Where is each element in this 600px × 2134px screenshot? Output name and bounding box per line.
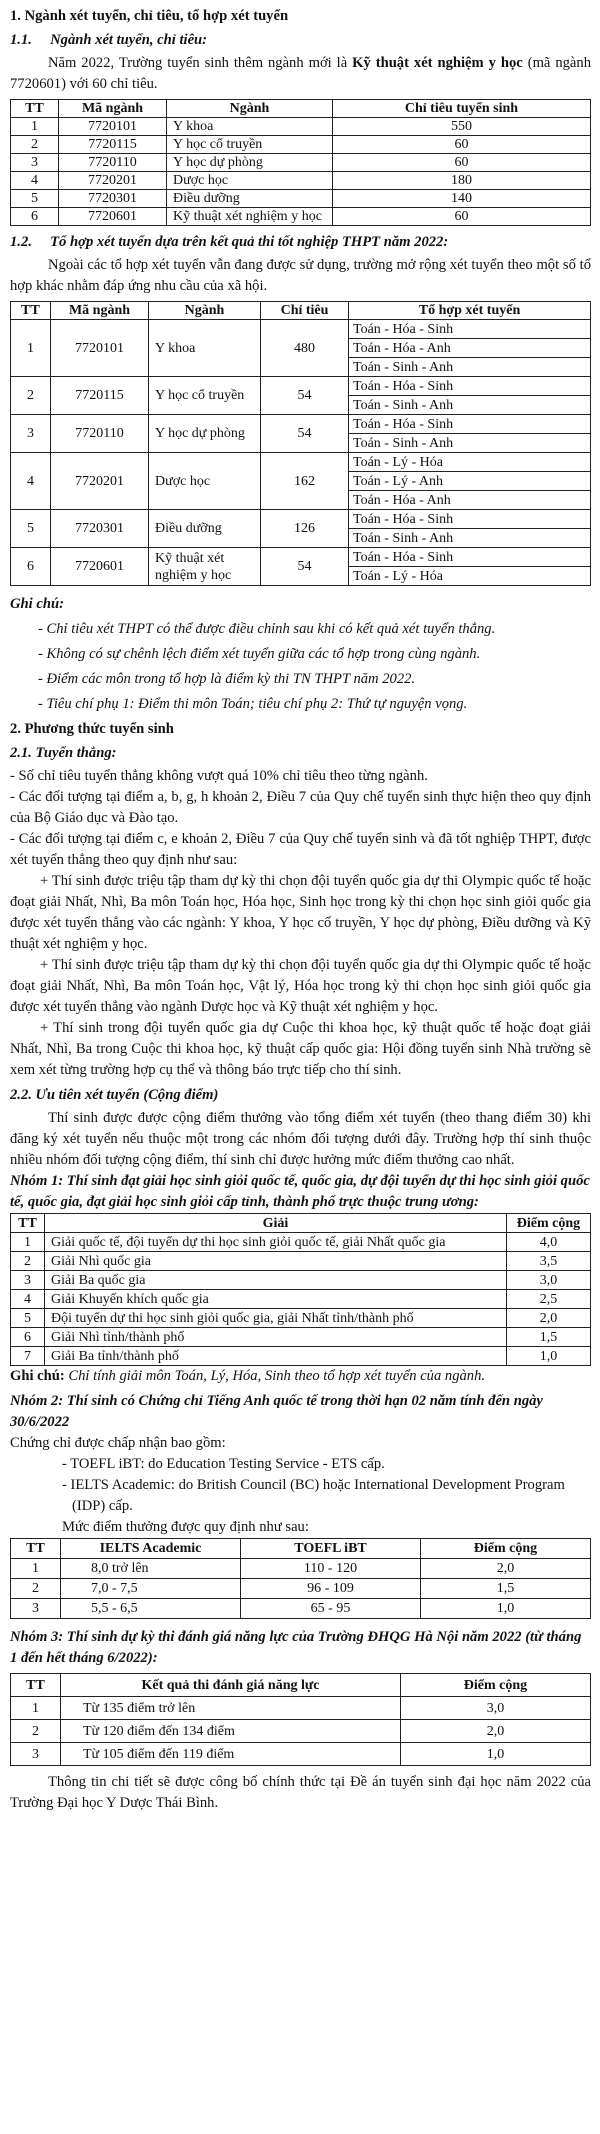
cell: Dược học bbox=[167, 172, 333, 190]
cell: 2,0 bbox=[507, 1309, 591, 1328]
cell: Điều dưỡng bbox=[167, 190, 333, 208]
group-cell: Toán - Sinh - Anh bbox=[349, 396, 591, 415]
table-row bbox=[11, 1743, 591, 1766]
col-header: Chỉ tiêu bbox=[261, 302, 349, 320]
col-header: Kết quả thi đánh giá năng lực bbox=[61, 1674, 401, 1697]
table-row bbox=[11, 1559, 591, 1579]
cell: 3,0 bbox=[401, 1697, 591, 1720]
cell: 180 bbox=[333, 172, 591, 190]
group-cell: Toán - Hóa - Anh bbox=[349, 491, 591, 510]
cell: 5 bbox=[11, 510, 51, 548]
quota-table bbox=[10, 99, 591, 226]
cell: 1,0 bbox=[401, 1743, 591, 1766]
col-header: TT bbox=[11, 100, 59, 118]
cell: 4,0 bbox=[507, 1233, 591, 1252]
col-header: TT bbox=[11, 1674, 61, 1697]
section-1-title: 1. Ngành xét tuyển, chỉ tiêu, tổ hợp xét tuyển bbox=[10, 8, 289, 24]
cell: Y học dự phòng bbox=[167, 154, 333, 172]
cell: 480 bbox=[261, 320, 349, 377]
cell: 110 - 120 bbox=[241, 1559, 421, 1579]
table-row bbox=[11, 154, 591, 172]
group-cell: Toán - Sinh - Anh bbox=[349, 529, 591, 548]
cell: Từ 105 điểm đến 119 điểm bbox=[61, 1743, 401, 1766]
table-row bbox=[11, 190, 591, 208]
cell: 5,5 - 6,5 bbox=[61, 1599, 241, 1619]
cell: 2 bbox=[11, 1579, 61, 1599]
group-cell: Toán - Hóa - Anh bbox=[349, 339, 591, 358]
paragraph: - Số chỉ tiêu tuyển thẳng không vượt quá 10% chỉ tiêu theo từng ngành. bbox=[10, 768, 428, 784]
paragraph: Thí sinh được được cộng điểm thưởng vào tổng điểm xét tuyển (theo thang điểm 30) khi đăng ký xét tuyển nếu thuộc một trong các nhóm đối tượng dưới đây. Trường hợp thí sinh thuộc nhiều nhóm đối tượng cộng điểm, thí sinh chỉ được hưởng mức điểm thưởng cao nhất. bbox=[10, 1110, 591, 1168]
cell: 7720601 bbox=[59, 208, 167, 226]
table-row bbox=[11, 1579, 591, 1599]
section-1-1-title: 1.1. Ngành xét tuyển, chỉ tiêu: bbox=[10, 32, 208, 48]
cell: 126 bbox=[261, 510, 349, 548]
cell: Từ 120 điểm đến 134 điểm bbox=[61, 1720, 401, 1743]
cell: 3,0 bbox=[507, 1271, 591, 1290]
table-header-row bbox=[11, 1539, 591, 1559]
cert-item: - TOEFL iBT: do Education Testing Service - ETS cấp. bbox=[62, 1456, 385, 1472]
col-header: TT bbox=[11, 302, 51, 320]
section-1-2-text: Ngoài các tổ hợp xét tuyển vẫn đang được sử dụng, trường mở rộng xét tuyển theo một số tổ hợp khác nhằm đáp ứng nhu cầu của xã hội. bbox=[10, 257, 591, 294]
group-cell: Toán - Hóa - Sinh bbox=[349, 415, 591, 434]
table-row bbox=[11, 208, 591, 226]
section-2-title: 2. Phương thức tuyển sinh bbox=[10, 721, 174, 737]
group-cell: Toán - Hóa - Sinh bbox=[349, 548, 591, 567]
cell: Giải Nhì tỉnh/thành phố bbox=[45, 1328, 507, 1347]
group-1-title: Nhóm 1: Thí sinh đạt giải học sinh giỏi quốc tế, quốc gia, dự đội tuyển dự thi học sinh giỏi quốc tế, quốc gia, đạt giải học sinh giỏi cấp tỉnh, thành phố trực thuộc trung ương: bbox=[10, 1173, 590, 1210]
cell: 60 bbox=[333, 208, 591, 226]
cell: 1,0 bbox=[507, 1347, 591, 1366]
cell: 2 bbox=[11, 136, 59, 154]
text-part: Năm 2022, Trường tuyển sinh thêm ngành mới là bbox=[48, 55, 353, 71]
cell: 2,0 bbox=[421, 1559, 591, 1579]
table-row bbox=[11, 1271, 591, 1290]
cell: Giải Ba quốc gia bbox=[45, 1271, 507, 1290]
group-cell: Toán - Hóa - Sinh bbox=[349, 510, 591, 529]
table-row bbox=[11, 415, 591, 434]
col-header: IELTS Academic bbox=[61, 1539, 241, 1559]
table-row bbox=[11, 1697, 591, 1720]
cell: 6 bbox=[11, 208, 59, 226]
note-item: - Chỉ tiêu xét THPT có thể được điều chỉnh sau khi có kết quả xét tuyển thẳng. bbox=[38, 621, 496, 637]
table-row bbox=[11, 1252, 591, 1271]
note-text: Chỉ tính giải môn Toán, Lý, Hóa, Sinh theo tổ hợp xét tuyển của ngành. bbox=[68, 1368, 486, 1384]
english-bonus-table bbox=[10, 1538, 591, 1619]
cell: 7720201 bbox=[51, 453, 149, 510]
cell: 7720301 bbox=[59, 190, 167, 208]
col-header: Giải bbox=[45, 1214, 507, 1233]
cert-item: - IELTS Academic: do British Council (BC) hoặc International Development Program (IDP) cấp. bbox=[62, 1477, 565, 1514]
section-1-2-title: 1.2. Tổ hợp xét tuyển dựa trên kết quả thi tốt nghiệp THPT năm 2022: bbox=[10, 234, 449, 250]
col-header: TT bbox=[11, 1539, 61, 1559]
group-cell: Toán - Lý - Hóa bbox=[349, 453, 591, 472]
cell: 3 bbox=[11, 1271, 45, 1290]
cell: Y học cổ truyền bbox=[167, 136, 333, 154]
cell: Giải quốc tế, đội tuyển dự thi học sinh giỏi quốc tế, giải Nhất quốc gia bbox=[45, 1233, 507, 1252]
cell: 2,0 bbox=[401, 1720, 591, 1743]
note-item: - Tiêu chí phụ 1: Điểm thi môn Toán; tiêu chí phụ 2: Thứ tự nguyện vọng. bbox=[38, 696, 468, 712]
col-header: TT bbox=[11, 1214, 45, 1233]
table-row bbox=[11, 1233, 591, 1252]
cell: 5 bbox=[11, 1309, 45, 1328]
cell: 1 bbox=[11, 320, 51, 377]
table-row bbox=[11, 1328, 591, 1347]
text-part: (mã ngành 7720601) với 60 chỉ tiêu. bbox=[10, 55, 591, 92]
cell: 1 bbox=[11, 1559, 61, 1579]
cell: Kỹ thuật xét nghiệm y học bbox=[167, 208, 333, 226]
cell: 2 bbox=[11, 1720, 61, 1743]
table-row bbox=[11, 453, 591, 472]
paragraph: Mức điểm thưởng được quy định như sau: bbox=[62, 1519, 309, 1535]
cell: 54 bbox=[261, 548, 349, 586]
col-header: Mã ngành bbox=[59, 100, 167, 118]
cell: 2,5 bbox=[507, 1290, 591, 1309]
paragraph: - Các đối tượng tại điểm c, e khoản 2, Điều 7 của Quy chế tuyển sinh và đã tốt nghiệp THPT, được xét tuyển thẳng theo quy định như sau: bbox=[10, 831, 591, 868]
cell: Điều dưỡng bbox=[149, 510, 261, 548]
new-major-name: Kỹ thuật xét nghiệm y học bbox=[352, 55, 523, 71]
table-row bbox=[11, 320, 591, 339]
cell: 3,5 bbox=[507, 1252, 591, 1271]
cell: 1 bbox=[11, 1233, 45, 1252]
assessment-bonus-table bbox=[10, 1673, 591, 1766]
final-paragraph: Thông tin chi tiết sẽ được công bố chính thức tại Đề án tuyển sinh đại học năm 2022 của Trường Đại học Y Dược Thái Bình. bbox=[10, 1774, 591, 1811]
cell: 7720110 bbox=[59, 154, 167, 172]
table-row bbox=[11, 548, 591, 567]
section-1-1-text bbox=[10, 53, 591, 95]
cell: 7,0 - 7,5 bbox=[61, 1579, 241, 1599]
cell: 3 bbox=[11, 1743, 61, 1766]
cell: Giải Ba tỉnh/thành phố bbox=[45, 1347, 507, 1366]
cell: 4 bbox=[11, 453, 51, 510]
table-row bbox=[11, 1309, 591, 1328]
col-header: Điểm cộng bbox=[401, 1674, 591, 1697]
note-title: Ghi chú: bbox=[10, 596, 64, 612]
table-header-row bbox=[11, 302, 591, 320]
cell: Kỹ thuật xét nghiệm y học bbox=[149, 548, 261, 586]
col-header: Ngành bbox=[149, 302, 261, 320]
cell: Đội tuyển dự thi học sinh giỏi quốc gia, giải Nhất tỉnh/thành phố bbox=[45, 1309, 507, 1328]
cell: 4 bbox=[11, 1290, 45, 1309]
cell: 65 - 95 bbox=[241, 1599, 421, 1619]
award-bonus-table bbox=[10, 1213, 591, 1366]
col-header: Ngành bbox=[167, 100, 333, 118]
cell: 8,0 trở lên bbox=[61, 1559, 241, 1579]
group-1-note bbox=[10, 1366, 591, 1387]
table-row bbox=[11, 1290, 591, 1309]
cell: 550 bbox=[333, 118, 591, 136]
table-row bbox=[11, 172, 591, 190]
paragraph: - Các đối tượng tại điểm a, b, g, h khoản 2, Điều 7 của Quy chế tuyển sinh thực hiện theo quy định của Bộ Giáo dục và Đào tạo. bbox=[10, 789, 591, 826]
cell: 1,5 bbox=[421, 1579, 591, 1599]
cell: 7720601 bbox=[51, 548, 149, 586]
cell: 7720301 bbox=[51, 510, 149, 548]
section-2-2-title: 2.2. Ưu tiên xét tuyển (Cộng điểm) bbox=[10, 1087, 219, 1103]
note-item: - Không có sự chênh lệch điểm xét tuyển giữa các tổ hợp trong cùng ngành. bbox=[38, 646, 481, 662]
cell: 96 - 109 bbox=[241, 1579, 421, 1599]
group-cell: Toán - Lý - Anh bbox=[349, 472, 591, 491]
group-cell: Toán - Hóa - Sinh bbox=[349, 320, 591, 339]
cell: 6 bbox=[11, 1328, 45, 1347]
cell: 5 bbox=[11, 190, 59, 208]
cell: Y khoa bbox=[149, 320, 261, 377]
paragraph: + Thí sinh được triệu tập tham dự kỳ thi chọn đội tuyển quốc gia dự thi Olympic quốc tế hoặc đoạt giải Nhất, Nhì, Ba môn Toán học, Vật lý, Hóa học trong kỳ thi chọn học sinh giỏi quốc gia được xét tuyển thẳng vào ngành Dược học và Kỹ thuật xét nghiệm y học. bbox=[10, 957, 591, 1015]
cell: 6 bbox=[11, 548, 51, 586]
cell: 1,0 bbox=[421, 1599, 591, 1619]
cell: Y học cổ truyền bbox=[149, 377, 261, 415]
col-header: Chỉ tiêu tuyển sinh bbox=[333, 100, 591, 118]
cell: 140 bbox=[333, 190, 591, 208]
cell: 1,5 bbox=[507, 1328, 591, 1347]
table-row bbox=[11, 510, 591, 529]
table-row bbox=[11, 1347, 591, 1366]
cell: 1 bbox=[11, 118, 59, 136]
cell: 7720101 bbox=[51, 320, 149, 377]
cell: 7720201 bbox=[59, 172, 167, 190]
cell: 7720115 bbox=[51, 377, 149, 415]
cell: 162 bbox=[261, 453, 349, 510]
cell: 3 bbox=[11, 415, 51, 453]
cell: 4 bbox=[11, 172, 59, 190]
cell: Y khoa bbox=[167, 118, 333, 136]
cell: 7720115 bbox=[59, 136, 167, 154]
note-item: - Điểm các môn trong tổ hợp là điểm kỳ thi TN THPT năm 2022. bbox=[38, 671, 416, 687]
cell: Y học dự phòng bbox=[149, 415, 261, 453]
cell: 3 bbox=[11, 1599, 61, 1619]
cell: 1 bbox=[11, 1697, 61, 1720]
table-header-row bbox=[11, 1214, 591, 1233]
cell: 3 bbox=[11, 154, 59, 172]
cell: 60 bbox=[333, 154, 591, 172]
combination-table bbox=[10, 301, 591, 586]
cell: 60 bbox=[333, 136, 591, 154]
section-2-1-title: 2.1. Tuyển thẳng: bbox=[10, 745, 117, 761]
col-header: TOEFL iBT bbox=[241, 1539, 421, 1559]
table-row bbox=[11, 118, 591, 136]
col-header: Tổ hợp xét tuyển bbox=[349, 302, 591, 320]
cell: Giải Nhì quốc gia bbox=[45, 1252, 507, 1271]
cell: Từ 135 điểm trở lên bbox=[61, 1697, 401, 1720]
group-cell: Toán - Lý - Hóa bbox=[349, 567, 591, 586]
cell: 54 bbox=[261, 415, 349, 453]
note-label: Ghi chú: bbox=[10, 1368, 69, 1384]
table-header-row bbox=[11, 1674, 591, 1697]
table-row bbox=[11, 1720, 591, 1743]
table-row bbox=[11, 136, 591, 154]
cell: 7 bbox=[11, 1347, 45, 1366]
group-3-title: Nhóm 3: Thí sinh dự kỳ thi đánh giá năng lực của Trường ĐHQG Hà Nội năm 2022 (từ tháng 1 đến hết tháng 6/2022): bbox=[10, 1629, 582, 1666]
paragraph: + Thí sinh trong đội tuyển quốc gia dự Cuộc thi khoa học, kỹ thuật quốc tế hoặc đoạt giải Nhất, Nhì, Ba trong Cuộc thi khoa học, kỹ thuật cấp quốc gia: Hội đồng tuyển sinh Nhà trường sẽ xem xét từng trường hợp cụ thể và thông báo trực tiếp cho thí sinh. bbox=[10, 1020, 591, 1078]
group-cell: Toán - Sinh - Anh bbox=[349, 358, 591, 377]
cell: Giải Khuyến khích quốc gia bbox=[45, 1290, 507, 1309]
table-row bbox=[11, 1599, 591, 1619]
table-header-row bbox=[11, 100, 591, 118]
group-cell: Toán - Hóa - Sinh bbox=[349, 377, 591, 396]
cell: 7720110 bbox=[51, 415, 149, 453]
paragraph: Chứng chỉ được chấp nhận bao gồm: bbox=[10, 1435, 226, 1451]
cell: 2 bbox=[11, 377, 51, 415]
group-2-title: Nhóm 2: Thí sinh có Chứng chỉ Tiếng Anh quốc tế trong thời hạn 02 năm tính đến ngày 30/6/2022 bbox=[10, 1393, 543, 1430]
paragraph: + Thí sinh được triệu tập tham dự kỳ thi chọn đội tuyển quốc gia dự thi Olympic quốc tế hoặc đoạt giải Nhất, Nhì, Ba môn Toán học, Hóa học, Sinh học trong kỳ thi chọn học sinh giỏi quốc gia được xét tuyển thẳng vào các ngành: Y khoa, Y học cổ truyền, Y học dự phòng, Điều dưỡng và Kỹ thuật xét nghiệm y học. bbox=[10, 873, 591, 952]
table-row bbox=[11, 377, 591, 396]
cell: 54 bbox=[261, 377, 349, 415]
col-header: Mã ngành bbox=[51, 302, 149, 320]
col-header: Điểm cộng bbox=[421, 1539, 591, 1559]
cell: 2 bbox=[11, 1252, 45, 1271]
col-header: Điểm cộng bbox=[507, 1214, 591, 1233]
cell: Dược học bbox=[149, 453, 261, 510]
cell: 7720101 bbox=[59, 118, 167, 136]
group-cell: Toán - Sinh - Anh bbox=[349, 434, 591, 453]
